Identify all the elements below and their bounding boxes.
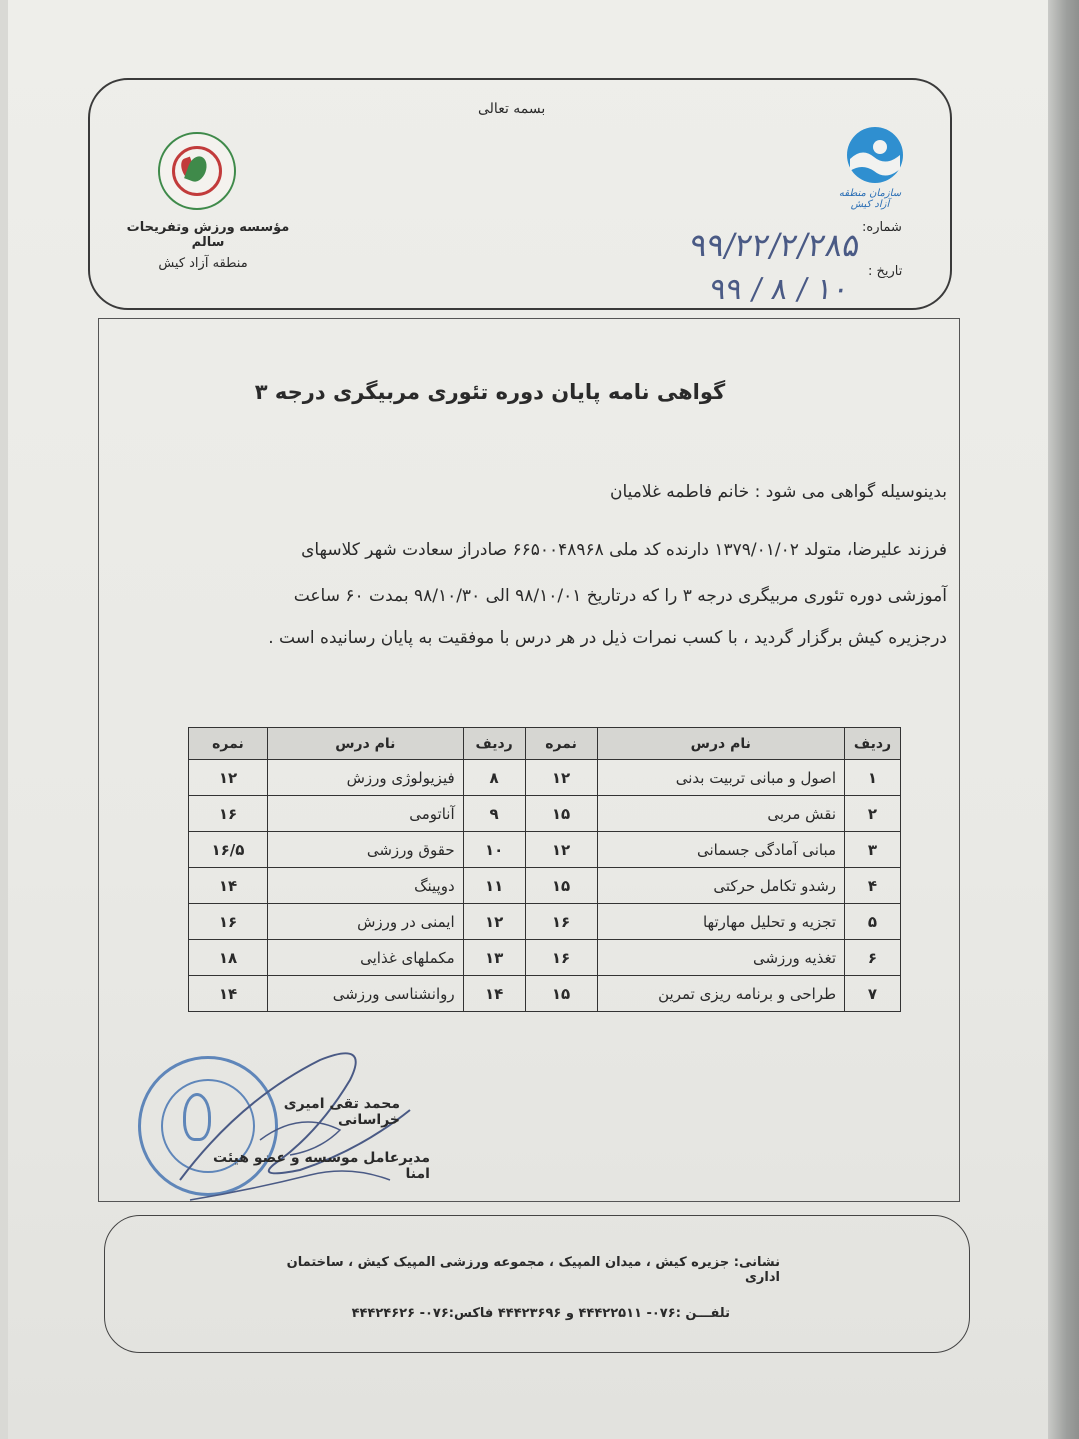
course-name-cell: فیزیولوژی ورزش <box>267 760 463 796</box>
course-name-cell: تغذیه ورزشی <box>597 940 844 976</box>
grade-cell: ۱۶ <box>525 904 597 940</box>
row-number-cell: ۱۴ <box>463 976 525 1012</box>
grade-cell: ۱۲ <box>525 760 597 796</box>
table-row <box>189 976 901 1012</box>
header-grade: نمره <box>189 728 268 760</box>
row-number-cell: ۱۰ <box>463 832 525 868</box>
table-row <box>189 904 901 940</box>
header-row-number: ردیف <box>463 728 525 760</box>
grade-cell: ۱۶ <box>189 796 268 832</box>
course-name-cell: نقش مربی <box>597 796 844 832</box>
grade-cell: ۱۵ <box>525 868 597 904</box>
grade-cell: ۱۶ <box>525 940 597 976</box>
row-number-cell: ۴ <box>845 868 901 904</box>
course-name-cell: مکملهای غذایی <box>267 940 463 976</box>
row-number-cell: ۱۱ <box>463 868 525 904</box>
org-region: منطقه آزاد کیش <box>158 256 248 271</box>
course-name-cell: حقوق ورزشی <box>267 832 463 868</box>
grade-cell: ۱۵ <box>525 976 597 1012</box>
kfz-caption: سازمان منطقه آزاد کیش <box>838 188 902 210</box>
grade-cell: ۱۲ <box>189 760 268 796</box>
row-number-cell: ۱۳ <box>463 940 525 976</box>
row-number-cell: ۳ <box>845 832 901 868</box>
row-number-cell: ۹ <box>463 796 525 832</box>
number-value: ۹۹/۲۲/۲/۲۸۵ <box>687 226 863 264</box>
header-grade: نمره <box>525 728 597 760</box>
certificate-line-3: آموزشی دوره تئوری مربیگری درجه ۳ را که درتاریخ ۹۸/۱۰/۰۱ الی ۹۸/۱۰/۳۰ بمدت ۶۰ ساعت <box>293 586 947 606</box>
course-name-cell: طراحی و برنامه ریزی تمرین <box>597 976 844 1012</box>
sleeve-edge <box>1048 0 1079 1439</box>
course-name-cell: اصول و مبانی تربیت بدنی <box>597 760 844 796</box>
course-name-cell: آناتومی <box>267 796 463 832</box>
grade-cell: ۱۸ <box>189 940 268 976</box>
row-number-cell: ۱ <box>845 760 901 796</box>
date-label: تاریخ : <box>868 264 903 279</box>
row-number-cell: ۵ <box>845 904 901 940</box>
org-emblem-icon <box>158 132 236 210</box>
org-name: مؤسسه ورزش وتفریحات سالم <box>126 220 290 250</box>
grade-cell: ۱۵ <box>525 796 597 832</box>
table-row <box>189 940 901 976</box>
row-number-cell: ۶ <box>845 940 901 976</box>
grade-cell: ۱۶/۵ <box>189 832 268 868</box>
table-row <box>189 832 901 868</box>
table-row <box>189 868 901 904</box>
certificate-title: گواهی نامه پایان دوره تئوری مربیگری درجه ۳ <box>254 380 726 404</box>
grades-table <box>188 727 901 1012</box>
date-value: ۹۹ / ۸ / ۱۰ <box>707 272 852 307</box>
course-name-cell: روانشناسی ورزشی <box>267 976 463 1012</box>
grade-cell: ۱۲ <box>525 832 597 868</box>
header-row-number: ردیف <box>845 728 901 760</box>
course-name-cell: مبانی آمادگی جسمانی <box>597 832 844 868</box>
kish-free-zone-logo-icon <box>840 125 910 185</box>
signer-name: محمد تقی امیری خراسانی <box>283 1096 400 1128</box>
header-course-name: نام درس <box>267 728 463 760</box>
grade-cell: ۱۴ <box>189 868 268 904</box>
certificate-line-2: فرزند علیرضا، متولد ۱۳۷۹/۰۱/۰۲ دارنده کد ملی ۶۶۵۰۰۴۸۹۶۸ صادراز سعادت شهر کلاسهای <box>301 540 947 560</box>
signer-title: مدیرعامل موسسه و عضو هیئت امنا <box>213 1150 430 1182</box>
course-name-cell: تجزیه و تحلیل مهارتها <box>597 904 844 940</box>
certificate-line-4: درجزیره کیش برگزار گردید ، با کسب نمرات ذیل در هر درس با موفقیت به پایان رسانیده است . <box>268 628 947 648</box>
table-row <box>189 796 901 832</box>
table-row <box>189 760 901 796</box>
footer-address: نشانی: جزیره کیش ، میدان المپیک ، مجموعه ورزشی المپیک کیش ، ساختمان اداری <box>286 1255 780 1285</box>
bismillah-text: بسمه تعالی <box>478 101 546 117</box>
row-number-cell: ۸ <box>463 760 525 796</box>
course-name-cell: ایمنی در ورزش <box>267 904 463 940</box>
row-number-cell: ۷ <box>845 976 901 1012</box>
row-number-cell: ۲ <box>845 796 901 832</box>
row-number-cell: ۱۲ <box>463 904 525 940</box>
number-label: شماره: <box>862 220 902 235</box>
footer-phone: تلفـــن :۰۷۶- ۴۴۴۲۲۵۱۱ و ۴۴۴۲۳۶۹۶ فاکس:۰۷۶- ۴۴۴۲۴۶۲۶ <box>351 1306 730 1321</box>
table-header-row <box>189 728 901 760</box>
grade-cell: ۱۶ <box>189 904 268 940</box>
grade-cell: ۱۴ <box>189 976 268 1012</box>
course-name-cell: رشدو تکامل حرکتی <box>597 868 844 904</box>
header-course-name: نام درس <box>597 728 844 760</box>
certificate-line-1: بدینوسیله گواهی می شود : خانم فاطمه غلامیان <box>609 482 947 502</box>
course-name-cell: دوپینگ <box>267 868 463 904</box>
